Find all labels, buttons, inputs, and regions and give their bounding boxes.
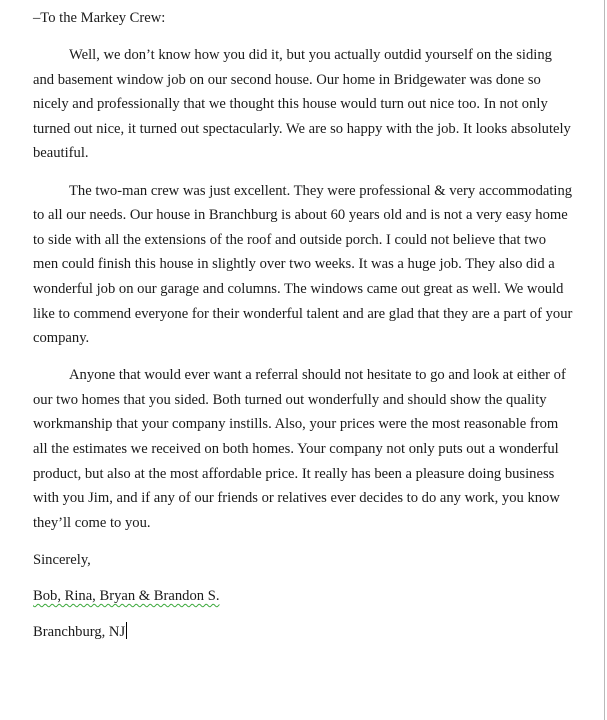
location-text: Branchburg, NJ (33, 624, 126, 641)
letter-paragraph-2: The two-man crew was just excellent. They were professional & very accommodating to all our needs. Our house in Branchburg is about 60 years old and is not a very easy home to side with all the extensions of the roof and outside porch. I could not believe that two men could finish this house in slightly over two weeks. It was a huge job. They also did a wonderful job on our garage and columns. The windows came out great as well. We would like to commend everyone for their wonderful talent and are glad that they are a part of your company. (33, 182, 573, 347)
letter-location (33, 620, 573, 645)
letter-paragraph-1: Well, we don’t know how you did it, but you actually outdid yourself on the siding and basement window job on our second house. Our home in Bridgewater was done so nicely and professionally that we thought this house would turn out nice too. In not only turned out nice, it turned out spectacularly. We are so happy with the job. It looks absolutely beautiful. (33, 47, 571, 162)
text-cursor (126, 622, 127, 639)
letter-body[interactable] (33, 6, 573, 645)
signers-text: Bob, Rina, Bryan & Brandon S. (33, 587, 220, 604)
letter-signers (33, 584, 573, 609)
letter-closing: Sincerely, (33, 551, 91, 568)
letter-greeting: –To the Markey Crew: (33, 10, 166, 26)
letter-paragraph-3: Anyone that would ever want a referral should not hesitate to go and look at either of our two homes that you sided. Both turned out wonderfully and should show the quality workmanship that your company instills. Also, your prices were the most reasonable from all the estimates we received on both homes. Your company not only puts out a wonderful product, but also at the most affordable price. It really has been a pleasure doing business with you Jim, and if any of our friends or relatives ever decides to do any work, you know they’ll come to you. (33, 367, 566, 531)
